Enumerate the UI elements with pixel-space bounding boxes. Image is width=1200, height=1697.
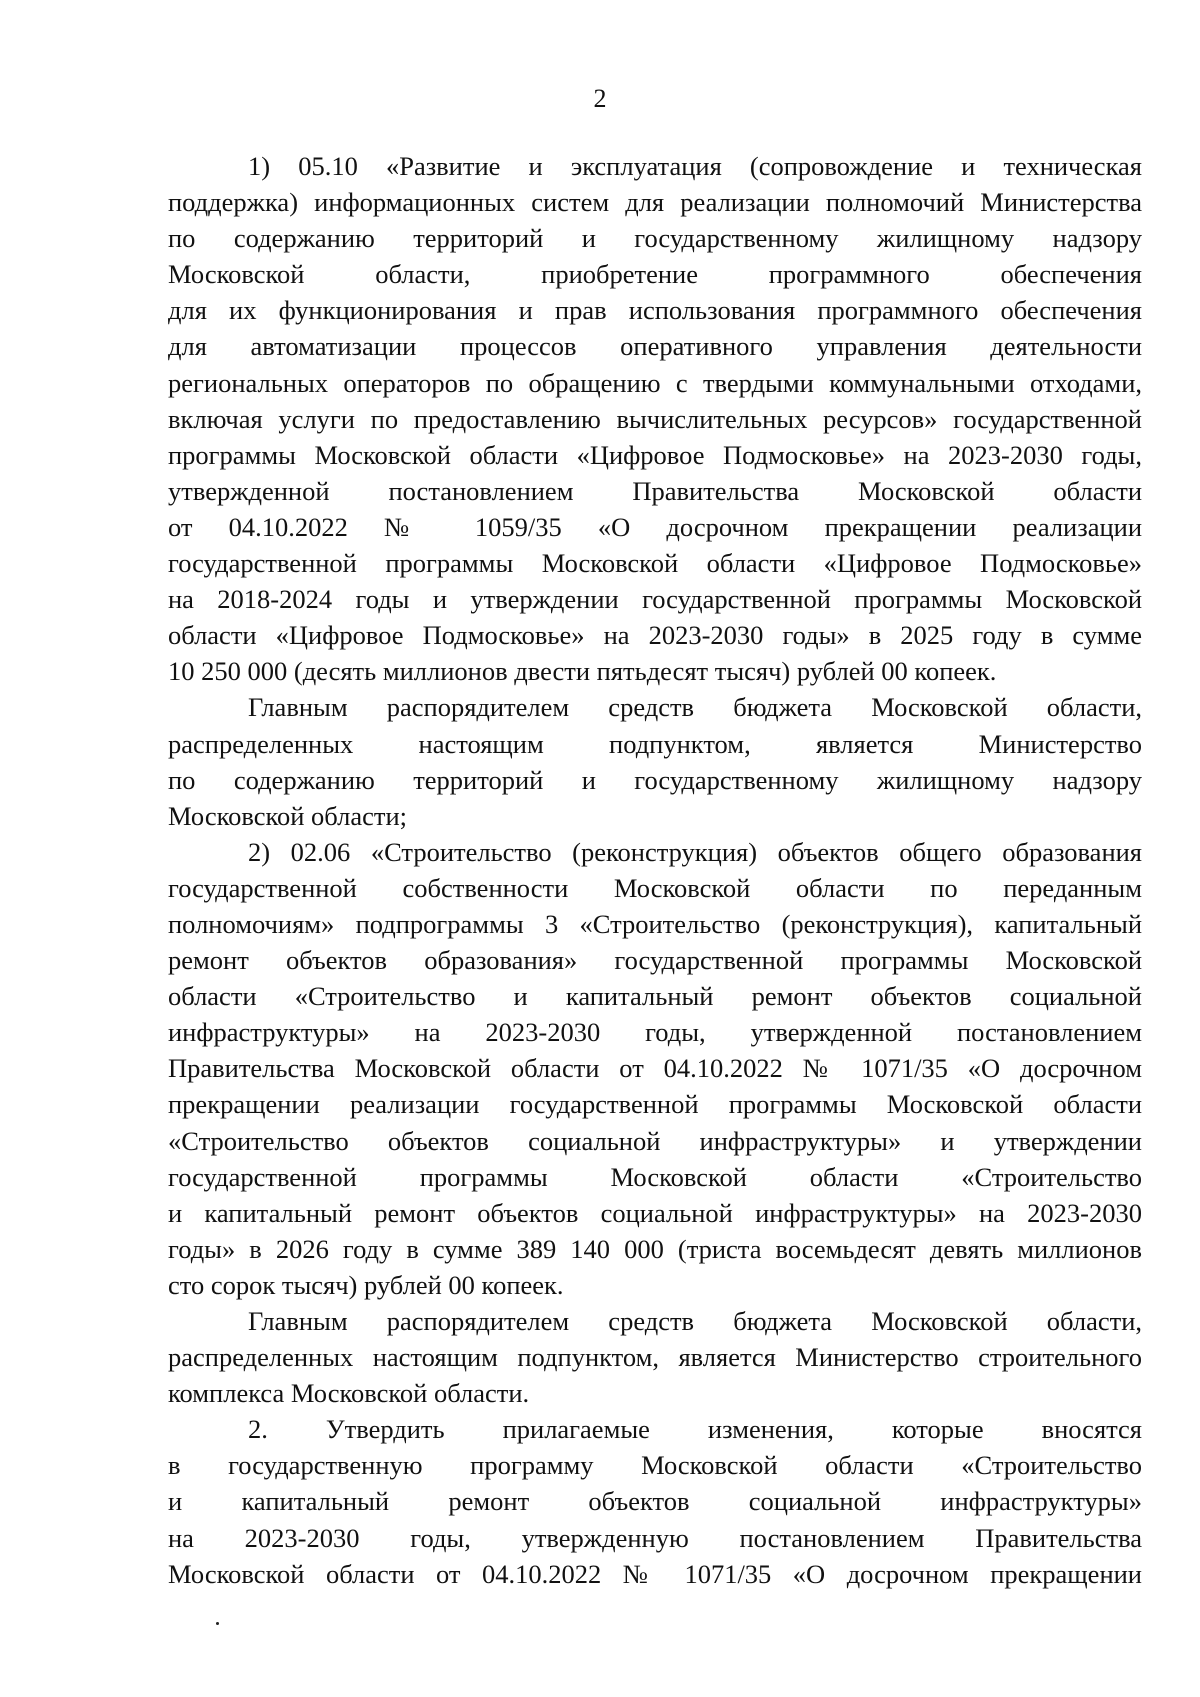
text-line: Московской области, приобретение программного обеспечения bbox=[168, 259, 1142, 290]
text-line: годы» в 2026 году в сумме 389 140 000 (триста восемьдесят девять миллионов bbox=[168, 1233, 1142, 1264]
text-line: области «Цифровое Подмосковье» на 2023-2030 годы» в 2025 году в сумме bbox=[168, 620, 1142, 651]
text-line: Главным распорядителем средств бюджета Московской области, bbox=[248, 692, 1142, 723]
text-line: полномочиям» подпрограммы 3 «Строительство (реконструкция), капитальный bbox=[168, 908, 1142, 939]
text-line: и капитальный ремонт объектов социальной инфраструктуры» bbox=[168, 1486, 1142, 1517]
text-line: Главным распорядителем средств бюджета Московской области, bbox=[248, 1306, 1142, 1336]
text-line: от 04.10.2022 № 1059/35 «О досрочном прекращении реализации bbox=[168, 511, 1142, 542]
text-line: «Строительство объектов социальной инфраструктуры» и утверждении bbox=[168, 1125, 1142, 1156]
text-line: в государственную программу Московской области «Строительство bbox=[168, 1450, 1142, 1481]
text-line: программы Московской области «Цифровое Подмосковье» на 2023-2030 годы, bbox=[168, 439, 1142, 470]
text-line: и капитальный ремонт объектов социальной инфраструктуры» на 2023-2030 bbox=[168, 1197, 1142, 1228]
scan-speck bbox=[216, 1622, 219, 1625]
page-number: 2 bbox=[593, 84, 607, 113]
text-line: на 2023-2030 годы, утвержденную постановлением Правительства bbox=[168, 1522, 1142, 1553]
text-line: для их функционирования и прав использования программного обеспечения bbox=[168, 295, 1142, 326]
text-line: региональных операторов по обращению с твердыми коммунальными отходами, bbox=[168, 367, 1142, 398]
text-line: Московской области от 04.10.2022 № 1071/35 «О досрочном прекращении bbox=[168, 1558, 1142, 1589]
document-body bbox=[168, 148, 1142, 1592]
text-line: прекращении реализации государственной программы Московской области bbox=[168, 1089, 1142, 1120]
text-line: по содержанию территорий и государственному жилищному надзору bbox=[168, 223, 1142, 254]
text-line: распределенных настоящим подпунктом, является Министерство строительного bbox=[168, 1342, 1142, 1373]
text-line: комплекса Московской области. bbox=[168, 1378, 530, 1409]
text-line: 1) 05.10 «Развитие и эксплуатация (сопровождение и техническая bbox=[248, 151, 1142, 181]
text-line: инфраструктуры» на 2023-2030 годы, утвержденной постановлением bbox=[168, 1017, 1142, 1048]
text-line: ремонт объектов образования» государственной программы Московской bbox=[168, 945, 1142, 976]
text-line: поддержка) информационных систем для реализации полномочий Министерства bbox=[168, 187, 1142, 218]
text-line: государственной собственности Московской области по переданным bbox=[168, 872, 1142, 903]
text-line: 2) 02.06 «Строительство (реконструкция) объектов общего образования bbox=[248, 836, 1142, 867]
text-line: области «Строительство и капитальный ремонт объектов социальной bbox=[168, 981, 1142, 1012]
text-line: распределенных настоящим подпунктом, является Министерство bbox=[168, 728, 1142, 759]
text-line: утвержденной постановлением Правительства Московской области bbox=[168, 475, 1142, 506]
text-line: для автоматизации процессов оперативного управления деятельности bbox=[168, 331, 1142, 362]
text-line: государственной программы Московской области «Цифровое Подмосковье» bbox=[168, 548, 1142, 579]
text-line: по содержанию территорий и государственному жилищному надзору bbox=[168, 764, 1142, 795]
text-line: на 2018-2024 годы и утверждении государственной программы Московской bbox=[168, 584, 1142, 615]
text-line: 2. Утвердить прилагаемые изменения, которые вносятся bbox=[248, 1414, 1142, 1445]
text-line: Московской области; bbox=[168, 800, 408, 831]
text-line: 10 250 000 (десять миллионов двести пятьдесят тысяч) рублей 00 копеек. bbox=[168, 656, 997, 687]
text-line: сто сорок тысяч) рублей 00 копеек. bbox=[168, 1269, 564, 1300]
text-line: включая услуги по предоставлению вычислительных ресурсов» государственной bbox=[168, 403, 1142, 434]
text-line: государственной программы Московской области «Строительство bbox=[168, 1161, 1142, 1192]
text-line: Правительства Московской области от 04.10.2022 № 1071/35 «О досрочном bbox=[168, 1053, 1142, 1084]
